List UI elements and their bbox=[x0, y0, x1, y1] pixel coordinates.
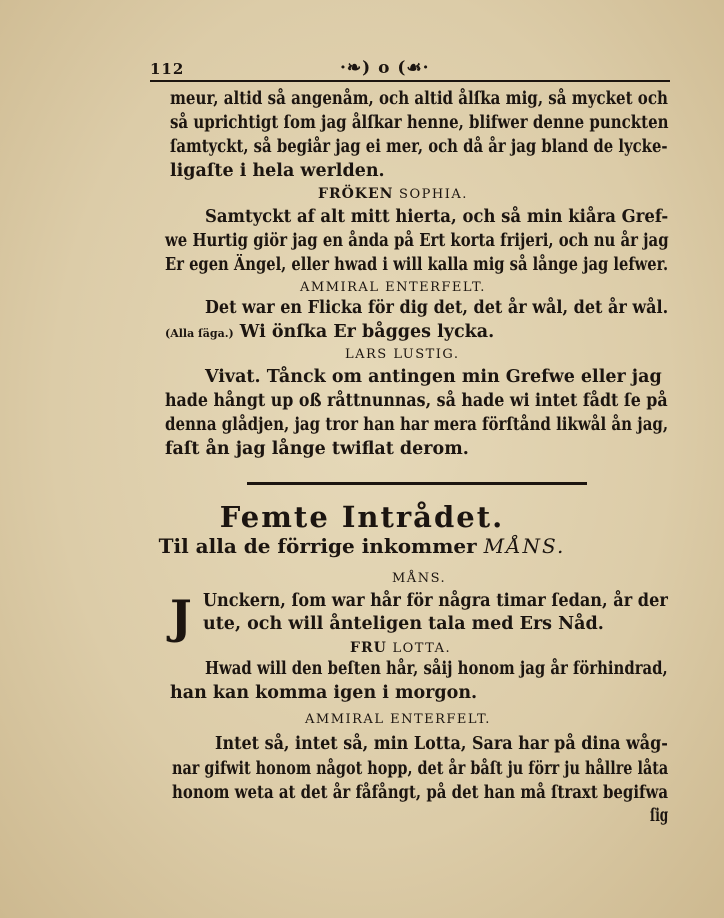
section-rule bbox=[247, 482, 587, 485]
text-line: honom weta at det år fåfångt, på det han må ſtraxt begifwa bbox=[172, 783, 669, 803]
speaker-lotta: FRU LOTTA. bbox=[350, 640, 452, 656]
speaker-sophia: FRÖKEN SOPHIA. bbox=[318, 186, 468, 202]
header-rule bbox=[150, 80, 670, 82]
text-line: nar gifwit honom något hopp, det år båſt ju förr ju hållre låta bbox=[172, 759, 669, 779]
text-line: Hwad will den beſten hår, såij honom jag år förhindrad, bbox=[205, 659, 668, 679]
text-line: ligaſte i hela werlden. bbox=[170, 161, 385, 181]
scene-title: Femte Intrådet. bbox=[219, 500, 505, 534]
text-line: ute, och will ånteligen tala med Ers Nåd. bbox=[203, 614, 604, 634]
text-line: Unckern, ſom war hår för några timar ſedan, år der bbox=[203, 591, 668, 611]
text-line: han kan komma igen i morgon. bbox=[170, 683, 478, 703]
speaker-ammiral-2: AMMIRAL ENTERFELT. bbox=[305, 712, 491, 727]
speaker-mans: MÅNS. bbox=[392, 571, 447, 586]
page-header bbox=[150, 58, 670, 82]
speaker-ammiral: AMMIRAL ENTERFELT. bbox=[300, 280, 486, 295]
text-line: ſig bbox=[650, 806, 669, 826]
text-line: Det war en Flicka för dig det, det år wål, det år wål. bbox=[205, 298, 669, 318]
text-line: Er egen Ängel, eller hwad i will kalla mig så långe jag lefwer. bbox=[165, 255, 669, 275]
stage-direction: (Alla ſäga.) bbox=[165, 327, 234, 340]
header-ornament: ·❧) o (☙· bbox=[340, 58, 430, 78]
text-line: we Hurtig giör jag en ånda på Ert korta frijeri, och nu år jag bbox=[165, 231, 669, 251]
text-line: denna glådjen, jag tror han har mera förſtånd likwål ån jag, bbox=[165, 415, 669, 435]
text-line-alla: (Alla ſäga.) Wi önſka Er bågges lycka. bbox=[165, 322, 495, 342]
text-line: så uprichtigt ſom jag ålſkar henne, blifwer denne punckten bbox=[170, 113, 669, 133]
text-line: Vivat. Tånck om antingen min Grefwe eller jag bbox=[205, 367, 662, 387]
page-number: 112 bbox=[150, 60, 185, 78]
text-line: faſt ån jag långe twiflat derom. bbox=[165, 439, 469, 459]
text-line: meur, altid så angenåm, och altid ålſka mig, så mycket och bbox=[170, 89, 668, 109]
text-line: hade hångt up oß råttnunnas, så hade wi intet fådt ſe på bbox=[165, 391, 668, 411]
text-line: Intet så, intet så, min Lotta, Sara har på dina wåg- bbox=[215, 734, 668, 754]
drop-cap: J bbox=[170, 590, 192, 644]
text-line: ſamtyckt, så begiår jag ei mer, och då år jag bland de lycke- bbox=[170, 137, 668, 157]
text-line: Samtyckt af alt mitt hierta, och så min kiåra Gref- bbox=[205, 207, 669, 227]
speaker-lars: LARS LUSTIG. bbox=[345, 347, 460, 362]
scene-subtitle: Til alla de förrige inkommer MÅNS. bbox=[158, 534, 566, 558]
